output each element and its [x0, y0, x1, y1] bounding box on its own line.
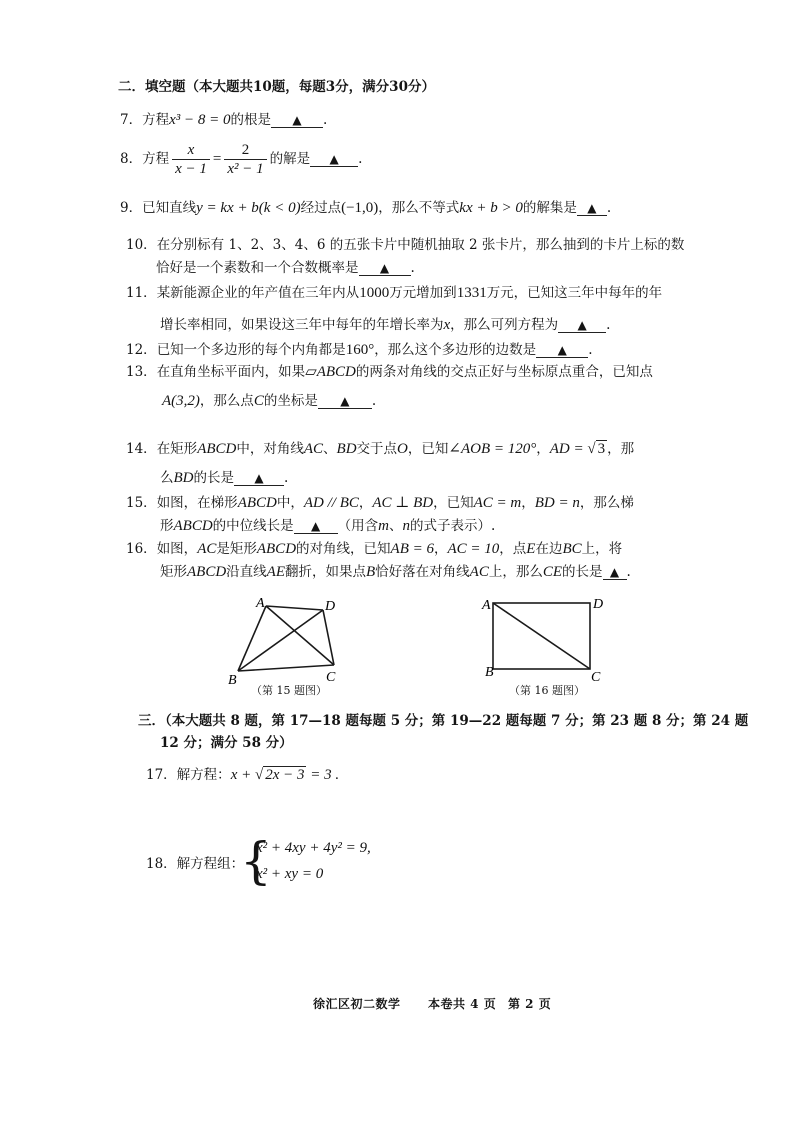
- blank-marker-icon: ▲: [557, 343, 567, 357]
- q14-angle: ∠AOB = 120°: [448, 441, 537, 457]
- blank-marker-icon: ▲: [587, 201, 597, 215]
- q12-text: 已知一个多边形的每个内角都是: [156, 342, 346, 358]
- q7-text: 方程: [142, 112, 170, 128]
- q15-answer-blank[interactable]: [294, 519, 338, 534]
- q14-line2a: 么: [160, 470, 174, 486]
- q7-number: 7．: [120, 112, 143, 128]
- q15-sep: 、: [389, 518, 403, 534]
- q16-end: .: [626, 564, 631, 580]
- q9-number: 9．: [120, 200, 143, 216]
- q12-end: .: [588, 342, 593, 358]
- question-13-cont: [162, 389, 376, 410]
- q8-tail: 的解是: [269, 151, 311, 167]
- q16-comma1: ，: [433, 541, 448, 557]
- q8-number: 8．: [120, 151, 143, 167]
- q16-bc: BC: [562, 541, 582, 557]
- q16-line1c: 的对角线，已知: [296, 541, 391, 557]
- q16-line1e: 在边: [535, 541, 563, 557]
- q9-text: 已知直线: [142, 200, 197, 216]
- vertex-b-label: B: [228, 673, 237, 688]
- q17-number: 17．: [146, 767, 177, 783]
- q11-line1a: 某新能源企业的年产值在三年内从: [156, 285, 360, 301]
- vertex-a-label: A: [482, 598, 491, 613]
- q16-ab: AB = 6: [390, 541, 434, 557]
- q10-number: 10．: [126, 237, 157, 253]
- question-15-cont: [160, 514, 495, 535]
- q15-line1c: ，已知: [433, 495, 474, 511]
- q17-radicand: 2x − 3: [265, 767, 305, 783]
- q11-number: 11．: [126, 285, 157, 301]
- question-12: [126, 338, 592, 359]
- vertex-c-label: C: [326, 670, 336, 685]
- q16-number: 16．: [126, 541, 157, 557]
- q15-line1b: 中，: [276, 495, 304, 511]
- question-16-cont: [160, 560, 631, 581]
- q14-ad: AD =: [549, 441, 588, 457]
- q8-rhs-denominator: x² − 1: [227, 161, 264, 177]
- vertex-d-label: D: [325, 599, 336, 614]
- vertex-b-label: B: [485, 665, 494, 680]
- q14-bd: BD: [336, 441, 357, 457]
- q17-expr-b: = 3 .: [306, 767, 340, 783]
- q18-text: 解方程组：: [176, 856, 245, 872]
- question-10-cont: [156, 256, 415, 276]
- question-14: [126, 437, 634, 458]
- figure-15-caption: （第 15 题图）: [251, 684, 327, 697]
- left-brace-icon: {: [240, 832, 272, 890]
- section2-title: 二．填空题（本大题共10题，每题3分，满分30分）: [118, 79, 435, 95]
- q15-comma1: ，: [358, 495, 373, 511]
- q13-number: 13．: [126, 364, 157, 380]
- blank-marker-icon: ▲: [292, 113, 302, 127]
- q13-answer-blank[interactable]: [318, 394, 372, 409]
- q8-equals: =: [212, 151, 222, 167]
- q16-ae: AE: [266, 564, 285, 580]
- q14-bd2: BD: [173, 470, 194, 486]
- q16-line2e: 上，那么: [488, 564, 543, 580]
- q13-end: .: [371, 393, 377, 409]
- question-16: [126, 537, 622, 558]
- q15-line2d: 的式子表示）.: [410, 518, 496, 534]
- q15-parallel: AD // BC: [303, 495, 359, 511]
- edge-cb: [238, 665, 334, 671]
- question-13: [126, 360, 653, 381]
- q16-rect2: ABCD: [187, 564, 227, 580]
- blank-marker-icon: ▲: [340, 394, 350, 408]
- q16-line1f: 上，将: [581, 541, 623, 557]
- q11-end: .: [606, 317, 611, 333]
- q10-line1: 在分别标有 1、2、3、4、6 的五张卡片中随机抽取 2 张卡片，那么抽到的卡片上标的数: [156, 237, 685, 253]
- q16-ac2: AC: [469, 564, 489, 580]
- question-8: [120, 142, 362, 177]
- q15-n: n: [402, 518, 411, 534]
- q14-sqrt3: 3: [597, 441, 606, 457]
- question-7: [120, 108, 327, 129]
- q16-rect: ABCD: [256, 541, 297, 557]
- figure-16-caption: （第 16 题图）: [509, 684, 585, 697]
- q10-line2: 恰好是一个素数和一个合数概率是: [156, 260, 359, 276]
- q15-line1a: 如图，在梯形: [156, 495, 238, 511]
- q9-line-expr: y = kx + b(k < 0): [196, 200, 301, 216]
- sqrt-icon: √: [254, 767, 264, 783]
- q16-ce: CE: [542, 564, 563, 580]
- q15-acm: AC = m: [473, 495, 522, 511]
- question-10: [126, 233, 684, 253]
- q13-line1a: 在直角坐标平面内，如果: [156, 364, 306, 380]
- question-14-cont: [160, 466, 288, 487]
- q13-point-c: C: [253, 393, 264, 409]
- q16-answer-blank[interactable]: [603, 565, 627, 580]
- section3-title-line1: 三．（本大题共 8 题，第 17—18 题每题 5 分；第 19—22 题每题 7 分；第 23 题 8 分；第 24 题: [138, 713, 749, 729]
- q11-variable: x: [443, 317, 451, 333]
- vertex-a-label: A: [256, 596, 265, 611]
- q14-rect: ABCD: [197, 441, 237, 457]
- q16-line2b: 沿直线: [226, 564, 267, 580]
- q11-line2b: ，那么可列方程为: [450, 317, 559, 333]
- q8-end: .: [358, 151, 363, 167]
- q13-point-a: A(3,2): [162, 393, 200, 409]
- q11-line2a: 增长率相同，如果设这三年中每年的年增长率为: [160, 317, 444, 333]
- q14-line2b: 的长是: [193, 470, 234, 486]
- blank-marker-icon: ▲: [609, 565, 620, 579]
- q14-number: 14．: [126, 441, 157, 457]
- vertex-c-label: C: [591, 670, 601, 685]
- q16-line1b: 是矩形: [216, 541, 257, 557]
- q8-text: 方程: [142, 151, 170, 167]
- q12-tail: ，那么这个多边形的边数是: [374, 342, 537, 358]
- question-9: [120, 196, 611, 217]
- question-17: [146, 763, 339, 784]
- q16-line1a: 如图，: [156, 541, 198, 557]
- blank-marker-icon: ▲: [379, 261, 390, 275]
- q15-line2c: （用含: [337, 518, 379, 534]
- q9-inequality: kx + b > 0: [459, 200, 523, 216]
- q14-answer-blank[interactable]: [234, 471, 284, 486]
- q14-line1b: 中，对角线: [236, 441, 304, 457]
- q10-answer-blank[interactable]: [359, 261, 411, 276]
- question-18: [146, 852, 244, 872]
- footer-right: 第 2 页: [508, 997, 552, 1011]
- figure-16-rectangle: [476, 592, 606, 692]
- question-11: [126, 281, 662, 302]
- q12-number: 12．: [126, 342, 157, 358]
- q16-line1d: ，点: [499, 541, 527, 557]
- q15-line2a: 形: [160, 518, 174, 534]
- q14-sep: 、: [323, 441, 337, 457]
- q7-tail: 的根是: [230, 112, 271, 128]
- q15-line2b: 的中位线长是: [212, 518, 294, 534]
- q11-value-start: 1000: [359, 285, 390, 301]
- q16-e: E: [526, 541, 536, 557]
- q13-line1b: 的两条对角线的交点正好与坐标原点重合，已知点: [355, 364, 653, 380]
- q13-line2b: 的坐标是: [263, 393, 318, 409]
- q11-answer-blank[interactable]: [558, 318, 606, 333]
- q18-equation-2: x² + xy = 0: [256, 866, 324, 882]
- q15-trap2: ABCD: [173, 518, 213, 534]
- footer-left: 徐汇区初二数学: [313, 997, 401, 1011]
- q15-line1d: ，那么梯: [579, 495, 634, 511]
- sqrt-icon: √: [587, 441, 596, 457]
- q14-end: .: [284, 470, 289, 486]
- q17-expr-a: x +: [230, 767, 255, 783]
- q7-answer-blank[interactable]: [271, 113, 323, 128]
- q9-point: (−1,0): [341, 200, 379, 216]
- q8-rhs-numerator: 2: [224, 142, 266, 160]
- q9-answer-blank[interactable]: [577, 201, 607, 216]
- q14-ac: AC: [303, 441, 324, 457]
- q8-rhs-fraction: [224, 142, 266, 177]
- q16-ac: AC: [197, 541, 217, 557]
- q15-number: 15．: [126, 495, 157, 511]
- q15-comma2: ，: [521, 495, 535, 511]
- q8-lhs-numerator: x: [172, 142, 210, 160]
- q14-line1c: 交于点: [356, 441, 398, 457]
- q18-number: 18．: [146, 856, 177, 872]
- q16-line2a: 矩形: [160, 564, 187, 580]
- question-15: [126, 491, 634, 512]
- q7-end: .: [323, 112, 328, 128]
- blank-marker-icon: ▲: [577, 318, 587, 332]
- q9-mid: 经过点: [300, 200, 342, 216]
- q9-tail2: 的解集是: [522, 200, 577, 216]
- q8-lhs-denominator: x − 1: [175, 161, 207, 177]
- blank-marker-icon: ▲: [329, 152, 339, 166]
- q17-text: 解方程：: [176, 767, 231, 783]
- q9-tail: ，那么不等式: [378, 200, 460, 216]
- q15-perp: AC ⊥ BD: [372, 495, 434, 511]
- q16-line2c: 翻折，如果点: [285, 564, 366, 580]
- q15-m: m: [378, 518, 390, 534]
- q14-comma: ，: [536, 441, 550, 457]
- q18-equation-1: x² + 4xy + 4y² = 9,: [256, 840, 371, 856]
- q7-equation: x³ − 8 = 0: [169, 112, 231, 128]
- q15-bdn: BD = n: [534, 495, 580, 511]
- diagonal-ac: [493, 603, 590, 669]
- q8-answer-blank[interactable]: [310, 152, 358, 167]
- blank-marker-icon: ▲: [254, 471, 264, 485]
- q8-lhs-fraction: [172, 142, 210, 177]
- q16-line2f: 的长是: [562, 564, 603, 580]
- q11-line1b: 万元增加到: [389, 285, 457, 301]
- q12-answer-blank[interactable]: [536, 343, 588, 358]
- q13-line2a: ，那么点: [199, 393, 254, 409]
- q11-value-end: 1331: [456, 285, 487, 301]
- footer-mid: 本卷共 4 页: [428, 997, 497, 1011]
- q14-line1d: ，已知: [407, 441, 449, 457]
- q14-line1a: 在矩形: [156, 441, 198, 457]
- edge-ad: [266, 606, 323, 610]
- figure-15-trapezoid: [222, 592, 352, 692]
- q16-line2d: 恰好落在对角线: [375, 564, 470, 580]
- q9-end: .: [606, 200, 612, 216]
- blank-marker-icon: ▲: [311, 519, 321, 533]
- vertex-d-label: D: [593, 597, 604, 612]
- q13-parallelogram: ▱ABCD: [305, 364, 356, 380]
- q16-acv: AC = 10: [447, 541, 500, 557]
- q11-line1c: 万元，已知这三年中每年的年: [486, 285, 663, 301]
- q12-angle: 160°: [345, 342, 375, 358]
- q15-trap: ABCD: [237, 495, 277, 511]
- section3-title-line2: 12 分；满分 58 分）: [160, 735, 293, 751]
- q14-line1e: ，那: [607, 441, 635, 457]
- question-11-cont: [160, 313, 610, 334]
- q10-end: .: [410, 260, 415, 276]
- q16-b: B: [366, 564, 376, 580]
- q14-o: O: [397, 441, 408, 457]
